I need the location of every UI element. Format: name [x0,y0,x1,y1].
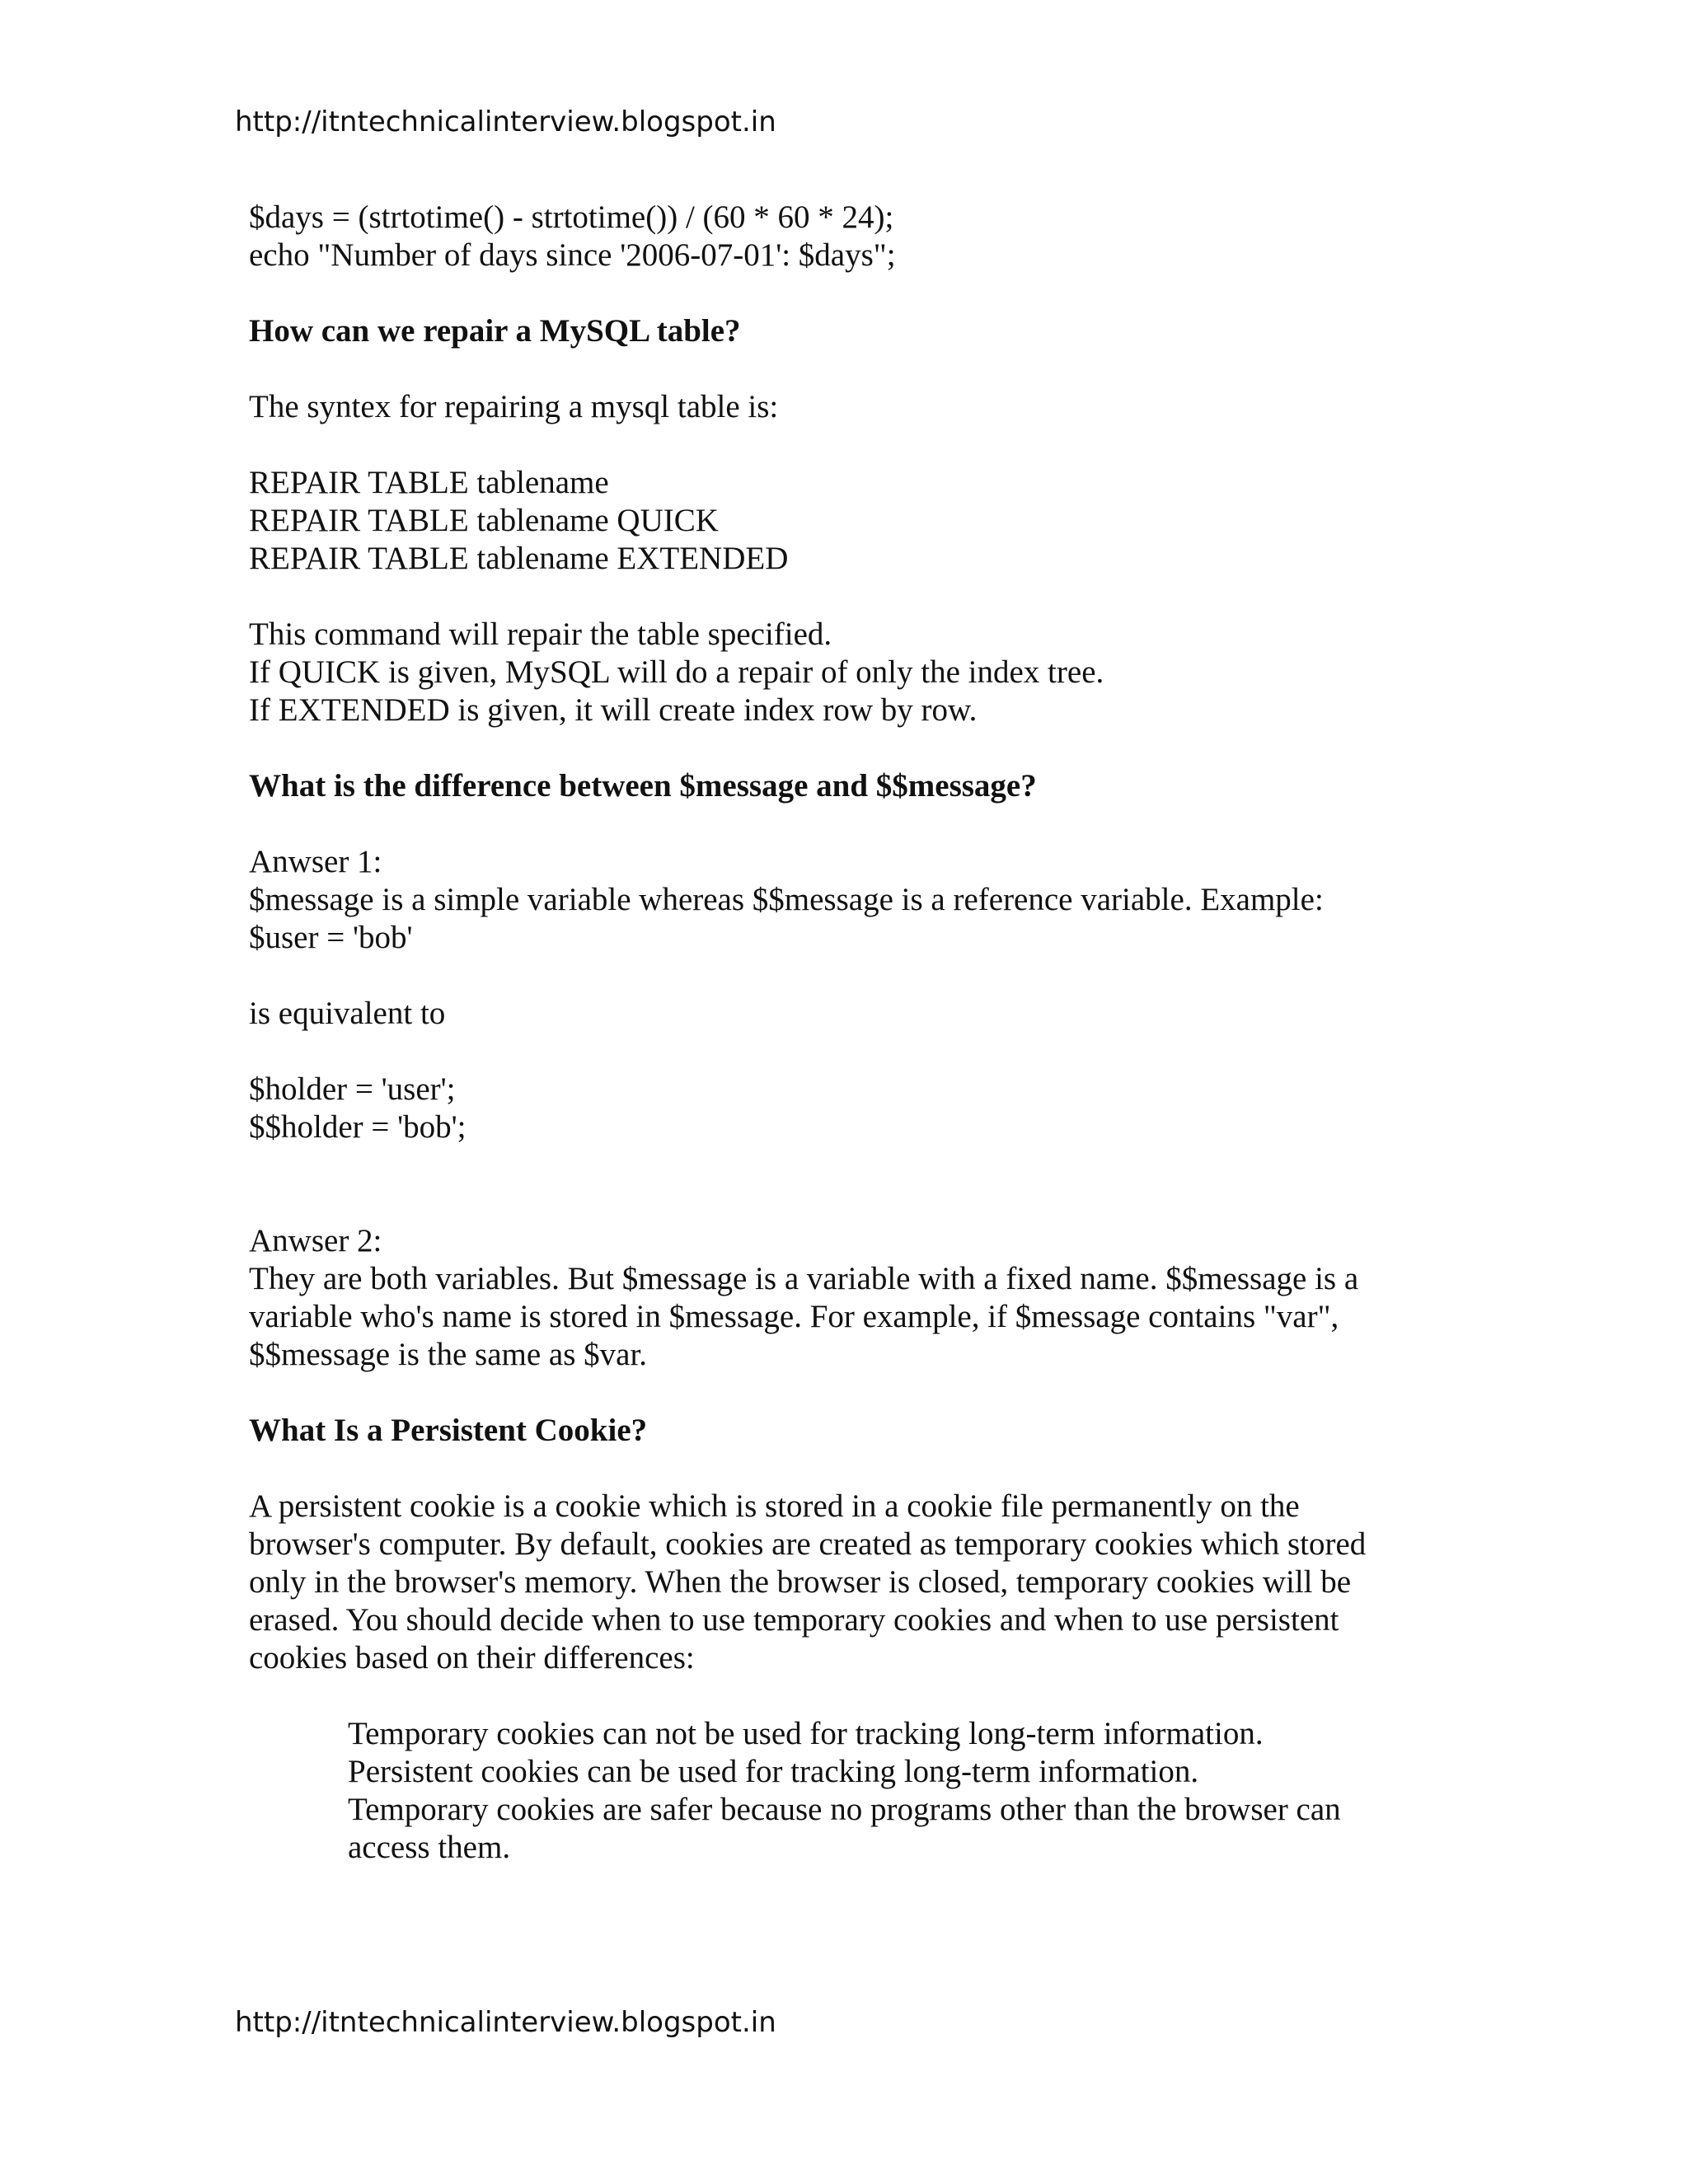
answer1-text: $message is a simple variable whereas $$message is a reference variable. Example: [249,882,1324,917]
repair-command: REPAIR TABLE tablename [249,465,609,500]
code-line: $days = (strtotime() - strtotime()) / (60 * 60 * 24); [249,199,894,235]
cookie-paragraph-line: erased. You should decide when to use temporary cookies and when to use persistent [249,1602,1339,1638]
code-line: echo "Number of days since '2006-07-01': $days"; [249,237,896,273]
repair-command: REPAIR TABLE tablename QUICK [249,503,719,538]
cookie-list-line: Temporary cookies are safer because no programs other than the browser can [348,1792,1341,1827]
cookie-paragraph-line: only in the browser's memory. When the browser is closed, temporary cookies will be [249,1564,1352,1600]
footer-url: http://itntechnicalinterview.blogspot.in [235,2006,776,2039]
cookie-list-line: Persistent cookies can be used for tracking long-term information. [348,1754,1199,1789]
holder-code-line: $$holder = 'bob'; [249,1109,467,1145]
equivalent-text: is equivalent to [249,996,446,1031]
repair-explanation: If EXTENDED is given, it will create index row by row. [249,692,978,728]
cookie-list-line: access them. [348,1830,511,1865]
answer1-text: $user = 'bob' [249,920,413,955]
page-content [249,199,1452,1867]
repair-explanation: If QUICK is given, MySQL will do a repair of only the index tree. [249,654,1104,690]
repair-intro: The syntex for repairing a mysql table is: [249,389,779,424]
question-heading-repair-table: How can we repair a MySQL table? [249,313,741,349]
cookie-paragraph-line: browser's computer. By default, cookies are created as temporary cookies which stored [249,1526,1367,1562]
answer2-text: They are both variables. But $message is a variable with a fixed name. $$message is a [249,1261,1359,1296]
answer1-label: Anwser 1: [249,844,382,879]
cookie-paragraph-line: cookies based on their differences: [249,1640,695,1675]
answer2-text: $$message is the same as $var. [249,1337,648,1372]
cookie-paragraph-line: A persistent cookie is a cookie which is stored in a cookie file permanently on the [249,1488,1300,1524]
header-url: http://itntechnicalinterview.blogspot.in [235,105,776,138]
question-heading-message-variables: What is the difference between $message and $$message? [249,768,1037,804]
repair-command: REPAIR TABLE tablename EXTENDED [249,541,789,576]
repair-explanation: This command will repair the table specified. [249,616,832,652]
question-heading-persistent-cookie: What Is a Persistent Cookie? [249,1413,648,1448]
answer2-label: Anwser 2: [249,1223,382,1258]
holder-code-line: $holder = 'user'; [249,1071,456,1107]
answer2-text: variable who's name is stored in $message. For example, if $message contains "var", [249,1299,1339,1334]
cookie-list-line: Temporary cookies can not be used for tracking long-term information. [348,1716,1264,1751]
